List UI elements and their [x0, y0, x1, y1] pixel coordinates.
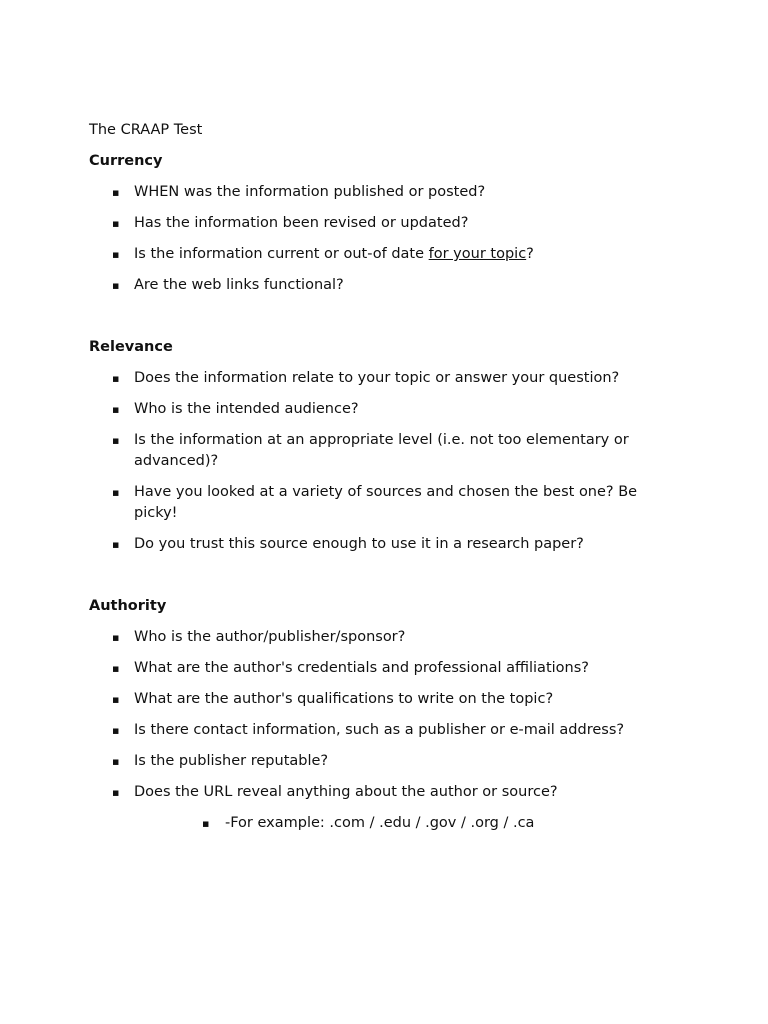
section-heading-currency: Currency: [89, 153, 163, 169]
list-item-text: Do you trust this source enough to use it in a research paper?: [134, 536, 584, 552]
list-item-text: Is the publisher reputable?: [134, 753, 329, 769]
list-item-text-after: ?: [526, 246, 534, 262]
list-item: [89, 244, 679, 265]
bullet-icon: ▪: [112, 248, 120, 261]
list-item: [89, 213, 679, 234]
bullet-icon: ▪: [112, 279, 120, 292]
list-item-text: Who is the intended audience?: [134, 401, 359, 417]
list-item-text: Has the information been revised or updated?: [134, 215, 469, 231]
list-item: [89, 368, 679, 389]
list-item-text: [134, 246, 534, 262]
bullet-icon: ▪: [112, 372, 120, 385]
bullet-icon: ▪: [112, 755, 120, 768]
list-item-text: Does the URL reveal anything about the author or source?: [134, 784, 558, 800]
bullet-icon: ▪: [112, 434, 120, 447]
document-page: [89, 120, 679, 844]
list-item-text: Is there contact information, such as a publisher or e-mail address?: [134, 722, 625, 738]
bullet-icon: ▪: [112, 693, 120, 706]
list-item-text: Does the information relate to your topic or answer your question?: [134, 370, 620, 386]
sub-list-item: [89, 813, 679, 834]
section-heading-relevance: Relevance: [89, 339, 173, 355]
list-item-text: Have you looked at a variety of sources and chosen the best one? Be picky!: [134, 484, 638, 521]
list-item: [89, 482, 679, 524]
list-item: [89, 782, 679, 803]
bullet-icon: ▪: [202, 817, 210, 830]
list-item-text: What are the author's credentials and professional affiliations?: [134, 660, 589, 676]
list-item: [89, 534, 679, 555]
list-item: [89, 720, 679, 741]
bullet-icon: ▪: [112, 217, 120, 230]
bullet-icon: ▪: [112, 186, 120, 199]
list-item: [89, 430, 679, 472]
document-title: The CRAAP Test: [89, 122, 203, 138]
bullet-icon: ▪: [112, 486, 120, 499]
bullet-icon: ▪: [112, 786, 120, 799]
list-item: [89, 751, 679, 772]
list-item-text-before: Is the information current or out-of date: [134, 246, 429, 262]
list-item-text: What are the author's qualifications to write on the topic?: [134, 691, 554, 707]
list-item-text: WHEN was the information published or posted?: [134, 184, 486, 200]
list-item: [89, 399, 679, 420]
bullet-icon: ▪: [112, 538, 120, 551]
currency-list: [89, 182, 679, 296]
list-item-text: Is the information at an appropriate level (i.e. not too elementary or advanced)?: [134, 432, 629, 469]
list-item: [89, 689, 679, 710]
bullet-icon: ▪: [112, 403, 120, 416]
section-spacer: [89, 306, 679, 337]
list-item-text: -For example: .com / .edu / .gov / .org / .ca: [225, 815, 535, 831]
list-item: [89, 658, 679, 679]
list-item: [89, 275, 679, 296]
list-item-text: Are the web links functional?: [134, 277, 344, 293]
section-spacer: [89, 565, 679, 596]
underlined-phrase: for your topic: [428, 246, 527, 262]
bullet-icon: ▪: [112, 631, 120, 644]
list-item-text: Who is the author/publisher/sponsor?: [134, 629, 406, 645]
section-heading-authority: Authority: [89, 598, 167, 614]
list-item: [89, 627, 679, 648]
authority-list: [89, 627, 679, 834]
list-item: [89, 182, 679, 203]
bullet-icon: ▪: [112, 662, 120, 675]
relevance-list: [89, 368, 679, 555]
bullet-icon: ▪: [112, 724, 120, 737]
